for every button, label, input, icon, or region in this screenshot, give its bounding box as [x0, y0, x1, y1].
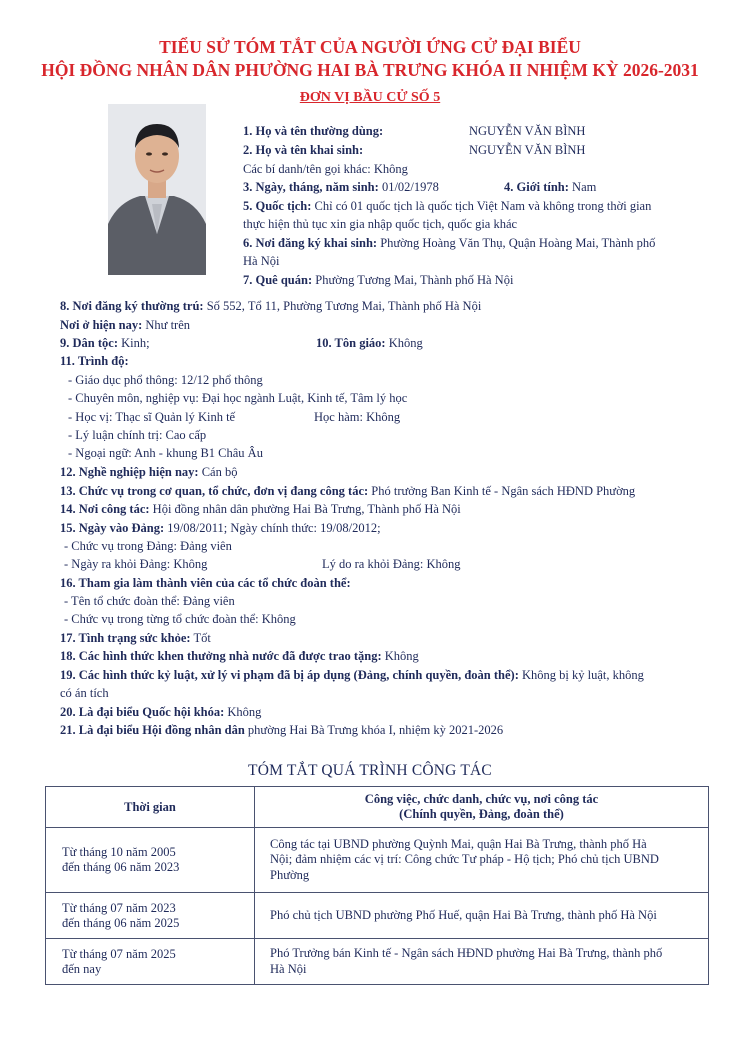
- header-work-line1: Công việc, chức danh, chức vụ, nơi công tác: [364, 792, 599, 806]
- time-start: Từ tháng 07 năm 2023: [62, 900, 176, 915]
- edu-title: Học hàm: Không: [314, 410, 401, 424]
- item-14-line: 14. Nơi công tác: Hội đồng nhân dân phường Hai Bà Trưng, Thành phố Hà Nội: [60, 502, 461, 516]
- item-17-line: 17. Tình trạng sức khỏe: Tốt: [60, 631, 211, 645]
- residence-line: Nơi ở hiện nay: Như trên: [60, 318, 191, 332]
- item-5-line: 5. Quốc tịch: Chỉ có 01 quốc tịch là quốc tịch Việt Nam và không trong thời gian: [243, 199, 652, 213]
- item-21-line: 21. Là đại biểu Hội đồng nhân dân phường Hai Bà Trưng khóa I, nhiệm kỳ 2021-2026: [60, 723, 504, 737]
- time-start: Từ tháng 10 năm 2005: [62, 845, 176, 859]
- item-19-continued: có án tích: [60, 686, 109, 700]
- time-start: Từ tháng 07 năm 2025: [62, 946, 176, 961]
- time-end: đến tháng 06 năm 2023: [62, 860, 180, 874]
- desc-line: Phó chủ tịch UBND phường Phố Huế, quận Hai Bà Trưng, thành phố Hà Nội: [270, 907, 657, 922]
- table-row: [46, 939, 709, 985]
- item-15-line: 15. Ngày vào Đảng: 19/08/2011; Ngày chính thức: 19/08/2012;: [60, 521, 381, 535]
- edu-political: - Lý luận chính trị: Cao cấp: [68, 428, 207, 442]
- career-table: [45, 786, 709, 985]
- item-2-value: NGUYỄN VĂN BÌNH: [469, 143, 586, 157]
- row-time: [46, 939, 255, 985]
- career-section-title: TÓM TẮT QUÁ TRÌNH CÔNG TÁC: [248, 762, 492, 779]
- item-1-label: 1. Họ và tên thường dùng:: [243, 124, 384, 138]
- row-time: [46, 893, 255, 939]
- item-18-line: 18. Các hình thức khen thưởng nhà nước đã được trao tặng: Không: [60, 649, 419, 663]
- party-position: - Chức vụ trong Đảng: Đảng viên: [64, 539, 232, 553]
- item-13-line: 13. Chức vụ trong cơ quan, tổ chức, đơn vị đang công tác: Phó trưởng Ban Kinh tế - Ngân sách HĐND Phường: [60, 484, 636, 498]
- alias-line: Các bí danh/tên gọi khác: Không: [243, 162, 408, 176]
- item-7-line: 7. Quê quán: Phường Tương Mai, Thành phố Hà Nội: [243, 273, 514, 287]
- header-work: [255, 787, 709, 828]
- item-8-line: 8. Nơi đăng ký thường trú: Số 552, Tổ 11, Phường Tương Mai, Thành phố Hà Nội: [60, 299, 482, 313]
- item-10-line: 10. Tôn giáo: Không: [316, 336, 423, 350]
- desc-line: Nội; đảm nhiệm các vị trí: Công chức Tư pháp - Hộ tịch; Phó chủ tịch UBND: [270, 852, 659, 867]
- header-time: Thời gian: [46, 787, 255, 828]
- row-desc: [255, 893, 709, 939]
- edu-degree: - Học vị: Thạc sĩ Quản lý Kinh tế: [68, 410, 236, 424]
- header-work-line2: (Chính quyền, Đảng, đoàn thể): [399, 807, 564, 821]
- item-4-line: 4. Giới tính: Nam: [504, 180, 597, 194]
- item-5-continued: thực hiện thủ tục xin gia nhập quốc tịch, quốc gia khác: [243, 217, 518, 231]
- item-6-continued: Hà Nội: [243, 254, 280, 268]
- row-desc: [255, 828, 709, 893]
- item-19-line: 19. Các hình thức kỷ luật, xử lý vi phạm đã bị áp dụng (Đảng, chính quyền, đoàn thể): Không bị kỷ luật, không: [60, 668, 644, 682]
- party-exit-date: - Ngày ra khỏi Đảng: Không: [64, 557, 208, 571]
- desc-line: Hà Nội: [270, 961, 307, 976]
- title-line-1: TIỂU SỬ TÓM TẮT CỦA NGƯỜI ỨNG CỬ ĐẠI BIỂU: [159, 37, 581, 57]
- item-1-value: NGUYỄN VĂN BÌNH: [469, 124, 586, 138]
- org-position: - Chức vụ trong từng tổ chức đoàn thể: Không: [64, 612, 296, 626]
- row-time: [46, 828, 255, 893]
- table-row: [46, 828, 709, 893]
- party-exit-reason: Lý do ra khỏi Đảng: Không: [322, 557, 461, 571]
- item-2-label: 2. Họ và tên khai sinh:: [243, 143, 364, 157]
- edu-professional: - Chuyên môn, nghiệp vụ: Đại học ngành Luật, Kinh tế, Tâm lý học: [68, 391, 408, 405]
- item-11-label: 11. Trình độ:: [60, 354, 129, 368]
- table-row: [46, 893, 709, 939]
- title-line-2: HỘI ĐỒNG NHÂN DÂN PHƯỜNG HAI BÀ TRƯNG KHÓA II NHIỆM KỲ 2026-2031: [41, 60, 699, 80]
- portrait-photo: [108, 104, 206, 275]
- item-12-line: 12. Nghề nghiệp hiện nay: Cán bộ: [60, 465, 238, 479]
- desc-line: Phường: [270, 867, 310, 882]
- item-6-line: 6. Nơi đăng ký khai sinh: Phường Hoàng Văn Thụ, Quận Hoàng Mai, Thành phố: [243, 236, 656, 250]
- org-name: - Tên tổ chức đoàn thể: Đảng viên: [64, 594, 235, 608]
- item-3-line: 3. Ngày, tháng, năm sinh: 01/02/1978: [243, 180, 439, 194]
- item-20-line: 20. Là đại biểu Quốc hội khóa: Không: [60, 705, 262, 719]
- row-desc: [255, 939, 709, 985]
- time-end: đến tháng 06 năm 2025: [62, 915, 180, 930]
- career-table-header: [46, 787, 709, 828]
- desc-line: Phó Trưởng bán Kinh tế - Ngân sách HĐND phường Hai Bà Trưng, thành phố: [270, 946, 663, 960]
- desc-line: Công tác tại UBND phường Quỳnh Mai, quận Hai Bà Trưng, thành phố Hà: [270, 836, 647, 851]
- item-16-label: 16. Tham gia làm thành viên của các tổ chức đoàn thể:: [60, 576, 351, 590]
- item-9-line: 9. Dân tộc: Kinh;: [60, 336, 150, 350]
- edu-language: - Ngoại ngữ: Anh - khung B1 Châu Âu: [68, 446, 263, 460]
- edu-general: - Giáo dục phổ thông: 12/12 phổ thông: [68, 373, 263, 387]
- electoral-unit-text: ĐƠN VỊ BẦU CỬ SỐ 5: [299, 90, 441, 105]
- time-end: đến nay: [62, 961, 102, 976]
